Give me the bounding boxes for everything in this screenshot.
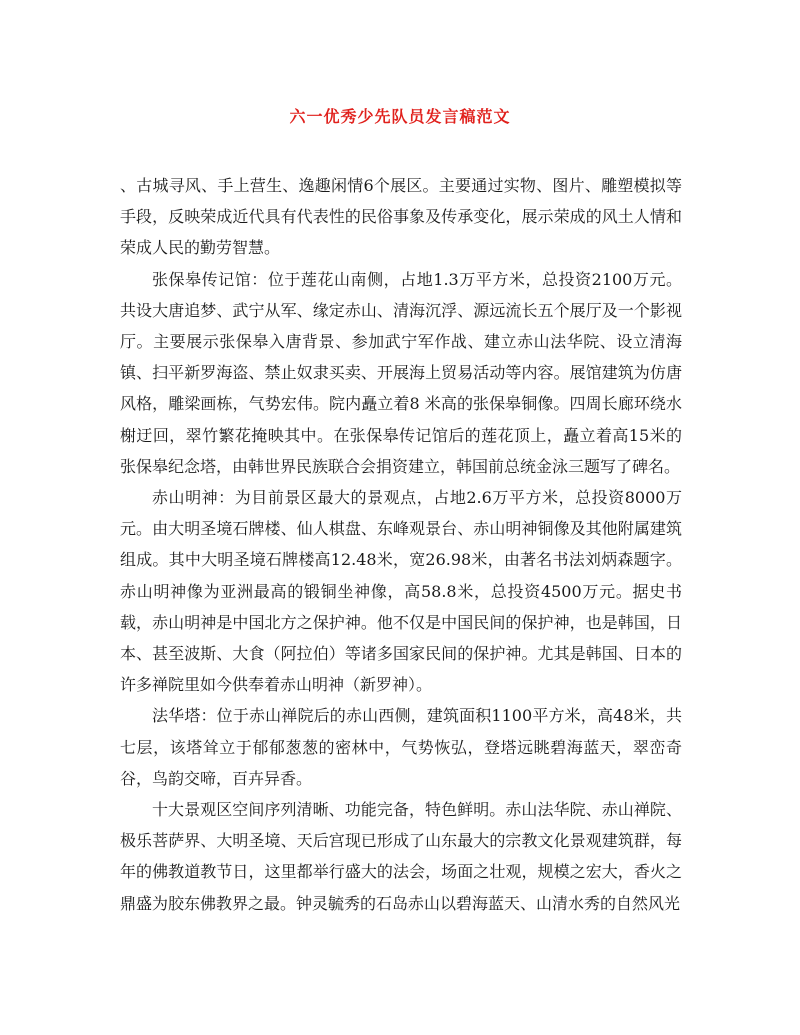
document-title: 六一优秀少先队员发言稿范文 bbox=[289, 107, 511, 126]
paragraph-2: 张保皋传记馆：位于莲花山南侧，占地1.3万平方米，总投资2100万元。共设大唐追梦、武宁从军、缘定赤山、清海沉浮、源远流长五个展厅及一个影视厅。主要展示张保皋入唐背景、参加武宁军作战、建立赤山法华院、设立清海镇、扫平新罗海盗、禁止奴隶买卖、开展海上贸易活动等内容。展馆建筑为仿唐风格，雕梁画栋，气势宏伟。院内矗立着8 米高的张保皋铜像。四周长廊环绕水榭迂回，翠竹繁花掩映其中。在张保皋传记馆后的莲花顶上，矗立着高15米的张保皋纪念塔，由韩世界民族联合会捐资建立，韩国前总统金泳三题写了碑名。 bbox=[120, 269, 682, 476]
document-body bbox=[120, 170, 682, 919]
paragraph-4: 法华塔：位于赤山禅院后的赤山西侧，建筑面积1100平方米，高48米，共七层，该塔耸立于郁郁葱葱的密林中，气势恢弘，登塔远眺碧海蓝天，翠峦奇谷，鸟韵交啼，百卉异香。 bbox=[120, 706, 682, 788]
paragraph-1: 、古城寻风、手上营生、逸趣闲情6个展区。主要通过实物、图片、雕塑模拟等手段，反映荣成近代具有代表性的民俗事象及传承变化，展示荣成的风土人情和荣成人民的勤劳智慧。 bbox=[120, 176, 682, 258]
paragraph-5: 十大景观区空间序列清晰、功能完备，特色鲜明。赤山法华院、赤山禅院、极乐菩萨界、大明圣境、天后宫现已形成了山东最大的宗教文化景观建筑群，每年的佛教道教节日，这里都举行盛大的法会，场面之壮观，规模之宏大，香火之鼎盛为胶东佛教界之最。钟灵毓秀的石岛赤山以碧海蓝天、山清水秀的自然风光 bbox=[120, 800, 682, 913]
paragraph-3: 赤山明神：为目前景区最大的景观点，占地2.6万平方米，总投资8000万元。由大明圣境石牌楼、仙人棋盘、东峰观景台、赤山明神铜像及其他附属建筑组成。其中大明圣境石牌楼高12.48米，宽26.98米，由著名书法刘炳森题字。赤山明神像为亚洲最高的锻铜坐神像，高58.8米，总投资4500万元。据史书载，赤山明神是中国北方之保护神。他不仅是中国民间的保护神，也是韩国，日本、甚至波斯、大食（阿拉伯）等诸多国家民间的保护神。尤其是韩国、日本的许多禅院里如今供奉着赤山明神（新罗神）。 bbox=[120, 488, 682, 695]
